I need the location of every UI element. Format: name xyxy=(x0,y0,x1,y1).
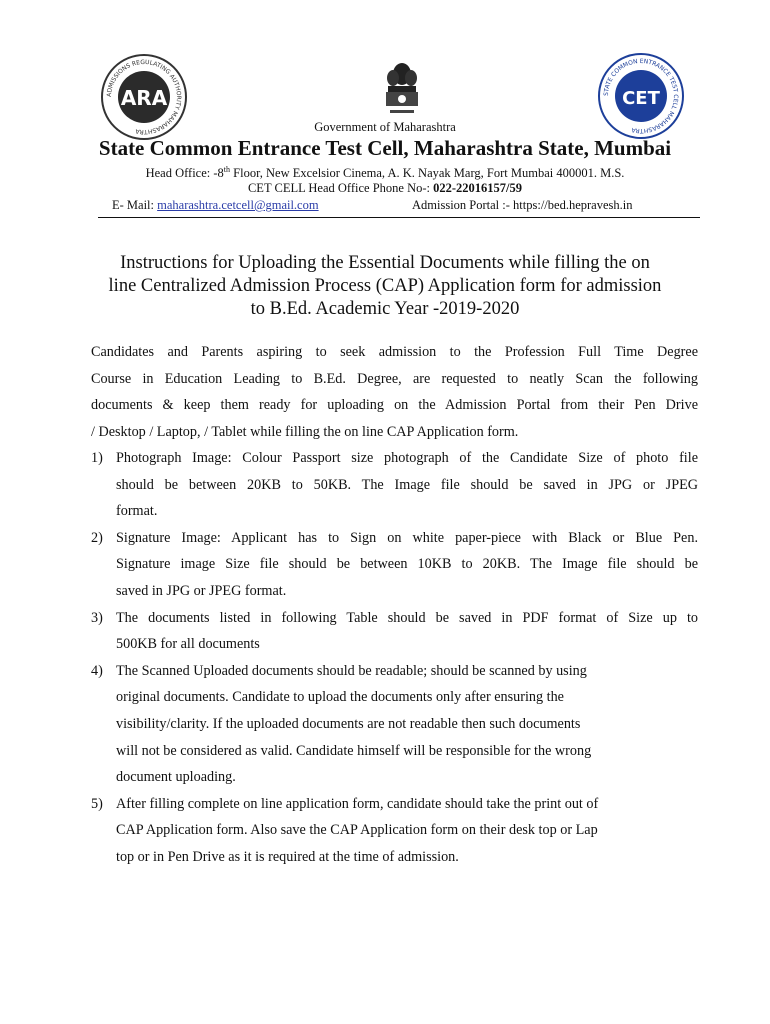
contact-line xyxy=(112,198,672,213)
email-label: E- Mail: xyxy=(112,198,158,212)
item-line: will not be considered as valid. Candidate himself will be responsible for the wrong xyxy=(116,742,592,759)
intro-line: documents & keep them ready for uploading on the Admission Portal from their Pen Drive xyxy=(91,397,698,414)
item-line: original documents. Candidate to upload the documents only after ensuring the xyxy=(116,689,564,706)
item-line: visibility/clarity. If the uploaded documents are not readable then such documents xyxy=(116,715,581,732)
intro-paragraph xyxy=(91,339,698,445)
intro-line: Course in Education Leading to B.Ed. Degree, are requested to neatly Scan the following xyxy=(91,370,698,387)
item-number: 5) xyxy=(91,795,103,812)
instructions-list xyxy=(91,445,698,871)
item-line: top or in Pen Drive as it is required at the time of admission. xyxy=(116,848,459,865)
document-heading xyxy=(60,252,710,321)
cet-logo-text: CET xyxy=(622,88,660,109)
item-line: 500KB for all documents xyxy=(116,636,260,653)
item-number: 4) xyxy=(91,662,103,679)
list-item xyxy=(91,445,698,525)
head-office-phone xyxy=(0,181,770,196)
phone-number: 022-22016157/59 xyxy=(433,181,523,195)
intro-line: Candidates and Parents aspiring to seek admission to the Profession Full Time Degree xyxy=(91,344,698,360)
item-line: CAP Application form. Also save the CAP Application form on their desk top or Lap xyxy=(116,822,598,839)
item-line: The Scanned Uploaded documents should be readable; should be scanned by using xyxy=(116,662,587,679)
item-line: format. xyxy=(116,503,158,520)
item-line: saved in JPG or JPEG format. xyxy=(116,582,287,599)
header-divider xyxy=(98,217,700,218)
email-link[interactable]: maharashtra.cetcell@gmail.com xyxy=(157,198,319,212)
phone-label: CET CELL Head Office Phone No-: xyxy=(247,181,434,195)
item-number: 1) xyxy=(91,450,103,466)
list-item xyxy=(91,791,698,871)
item-line: Photograph Image: Colour Passport size photograph of the Candidate Size of photo file xyxy=(116,450,698,466)
item-number: 2) xyxy=(91,529,103,546)
heading-line: to B.Ed. Academic Year -2019-2020 xyxy=(250,299,520,319)
item-number: 3) xyxy=(91,609,103,626)
address-sup: th xyxy=(223,165,231,174)
government-label: Government of Maharashtra xyxy=(314,120,456,134)
ashoka-emblem-icon xyxy=(382,60,422,122)
ara-logo-text: ARA xyxy=(120,86,168,110)
list-item xyxy=(91,605,698,658)
item-line: The documents listed in following Table should be saved in PDF format of Size up to xyxy=(116,609,698,626)
item-line: Signature Image: Applicant has to Sign on white paper-piece with Black or Blue Pen. xyxy=(116,529,698,546)
item-line: should be between 20KB to 50KB. The Image file should be saved in JPG or JPEG xyxy=(116,476,698,493)
page-title: State Common Entrance Test Cell, Maharashtra State, Mumbai xyxy=(98,136,672,160)
item-line: document uploading. xyxy=(116,769,236,786)
address-rest: Floor, New Excelsior Cinema, A. K. Nayak Marg, Fort Mumbai 400001. M.S. xyxy=(230,166,625,181)
heading-line: Instructions for Uploading the Essential Documents while filling the on xyxy=(120,253,650,273)
list-item xyxy=(91,525,698,605)
list-item xyxy=(91,658,698,791)
address-prefix: Head Office: -8 xyxy=(145,166,224,181)
admission-portal: Admission Portal :- https://bed.hepravesh.in xyxy=(412,198,633,212)
item-line: After filling complete on line application form, candidate should take the print out of xyxy=(116,795,599,812)
head-office-address xyxy=(0,165,770,181)
cet-ring-text: STATE COMMON ENTRANCE TEST CELL MAHARASHTRA xyxy=(602,57,680,135)
heading-line: line Centralized Admission Process (CAP) Application form for admission xyxy=(108,276,662,296)
ara-ring-text: ADMISSIONS REGULATING AUTHORITY MAHARASHTRA xyxy=(105,58,183,136)
intro-line: / Desktop / Laptop, / Tablet while filling the on line CAP Application form. xyxy=(91,423,519,440)
item-line: Signature image Size file should be between 10KB to 20KB. The Image file should be xyxy=(116,556,698,573)
